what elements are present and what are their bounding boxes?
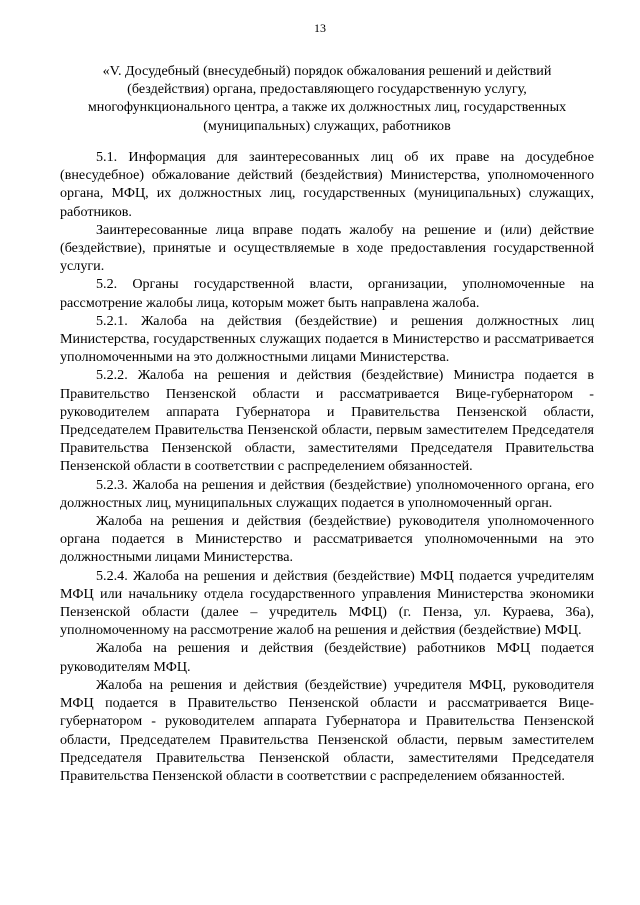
section-heading: «V. Досудебный (внесудебный) порядок обжалования решений и действий (бездействия) органа, предоставляющего государственную услугу, многофункционального центра, а также их должностных лиц, государственных (муниципальных) служащих, работников bbox=[87, 63, 567, 134]
paragraph-5-2-1: 5.2.1. Жалоба на действия (бездействие) и решения должностных лиц Министерства, государственных служащих подается в Министерство и рассматривается уполномоченными на это должностными лицами Министерства. bbox=[60, 312, 594, 366]
paragraph-5-2: 5.2. Органы государственной власти, организации, уполномоченные на рассмотрение жалобы лица, которым может быть направлена жалоба. bbox=[60, 276, 594, 311]
paragraph-complaint-right: Заинтересованные лица вправе подать жалобу на решение и (или) действие (бездействие), принятые и осуществляемые в ходе предоставления государственной услуги. bbox=[60, 221, 594, 275]
paragraph-5-2-3: 5.2.3. Жалоба на решения и действия (бездействие) уполномоченного органа, его должностных лиц, муниципальных служащих подается в уполномоченный орган. bbox=[60, 476, 594, 511]
paragraph-mfc-founder: Жалоба на решения и действия (бездействие) учредителя МФЦ, руководителя МФЦ подается в Правительство Пензенской области и рассматривается Вице-губернатором - руководителем аппарата Губернатора и Правительства Пензенской области, Председателем Правительства Пензенской области, первым заместителем Председателя Правительства Пензенской области, заместителями Председателя Правительства Пензенской области в соответствии с распределением обязанностей. bbox=[60, 676, 594, 784]
paragraph-mfc-employees: Жалоба на решения и действия (бездействие) работников МФЦ подается руководителям МФЦ. bbox=[60, 640, 594, 675]
paragraph-5-1: 5.1. Информация для заинтересованных лиц об их праве на досудебное (внесудебное) обжалование действий (бездействия) Министерства, уполномоченного органа, МФЦ, их должностных лиц, государственных (муниципальных) служащих, работников. bbox=[60, 149, 594, 220]
paragraph-5-2-4: 5.2.4. Жалоба на решения и действия (бездействие) МФЦ подается учредителям МФЦ или начальнику отдела государственного управления Министерства экономики Пензенской области (далее – учредитель МФЦ) (г. Пенза, ул. Кураева, 36а), уполномоченному на рассмотрение жалоб на решения и действия (бездействие) МФЦ. bbox=[60, 567, 594, 639]
page-number: 13 bbox=[314, 21, 326, 35]
section-body bbox=[60, 148, 594, 785]
paragraph-5-2-2: 5.2.2. Жалоба на решения и действия (бездействие) Министра подается в Правительство Пензенской области и рассматривается Вице-губернатором - руководителем аппарата Губернатора и Правительства Пензенской области, Председателем Правительства Пензенской области, первым заместителем Председателя Правительства Пензенской области, заместителями Председателя Правительства Пензенской области в соответствии с распределением обязанностей. bbox=[60, 367, 594, 475]
paragraph-head-of-authority: Жалоба на решения и действия (бездействие) руководителя уполномоченного органа подается в Министерство и рассматривается уполномоченными на это должностными лицами Министерства. bbox=[60, 513, 594, 566]
